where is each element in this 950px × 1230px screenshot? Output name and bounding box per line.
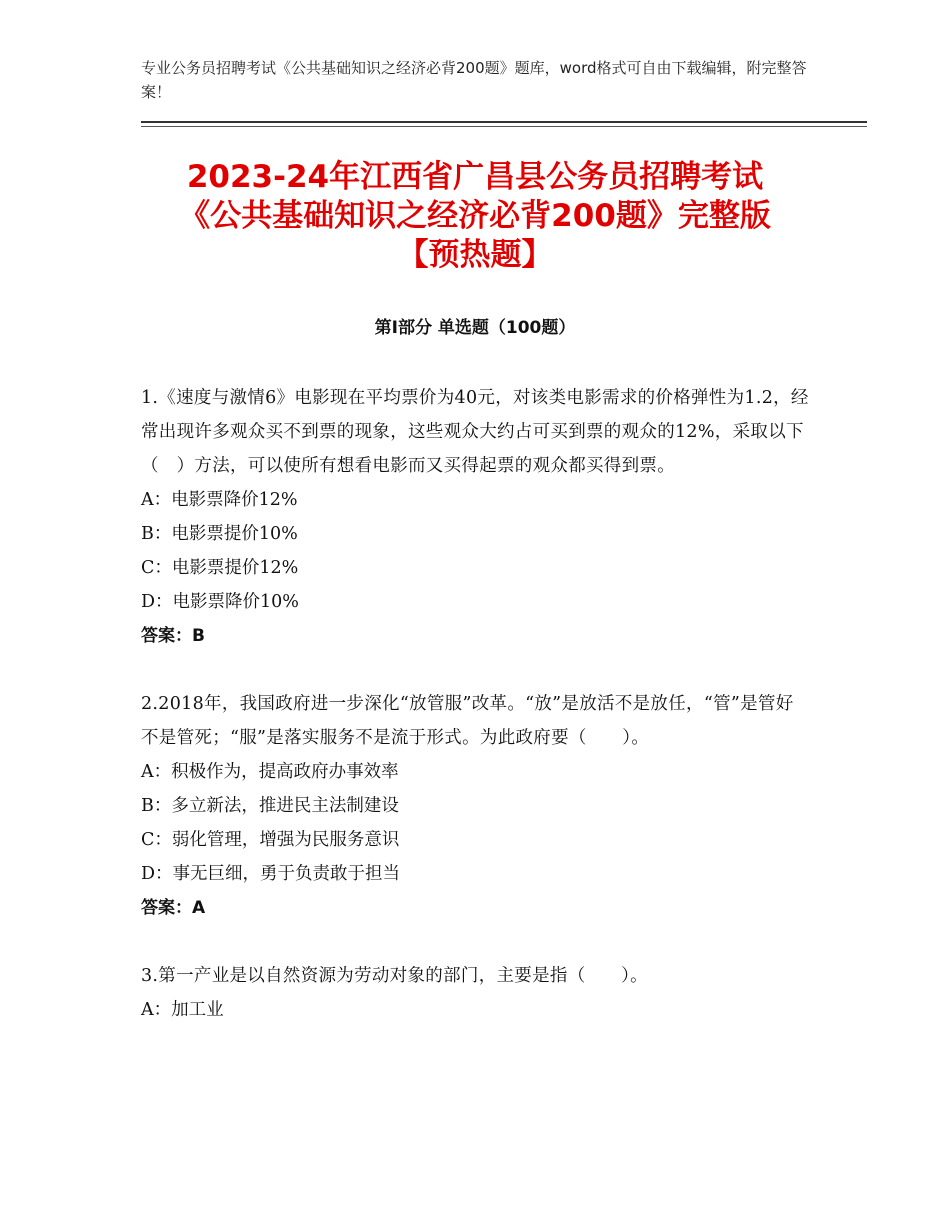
answer-label: 答案：B: [141, 626, 205, 646]
option-b: B：多立新法，推进民主法制建设: [141, 796, 399, 816]
question-2: [141, 687, 811, 925]
option-a: A：积极作为，提高政府办事效率: [141, 762, 399, 782]
question-1: [141, 381, 811, 653]
header-note: 专业公务员招聘考试《公共基础知识之经济必背200题》题库，word格式可自由下载编辑，附完整答案！: [141, 59, 807, 101]
question-list: [141, 381, 811, 1027]
option-c: C：弱化管理，增强为民服务意识: [141, 830, 400, 850]
title-line-1: 2023-24年江西省广昌县公务员招聘考试: [186, 159, 764, 195]
option-c: C：电影票提价12%: [141, 558, 299, 578]
option-a: A：电影票降价12%: [141, 490, 298, 510]
question-stem: 3.第一产业是以自然资源为劳动对象的部门，主要是指（ ）。: [141, 966, 648, 986]
document-title: [100, 158, 850, 275]
question-stem: 2.2018年，我国政府进一步深化“放管服”改革。“放”是放活不是放任，“管”是管好不是管死；“服”是落实服务不是流于形式。为此政府要（ ）。: [141, 694, 794, 748]
header-divider-thick: [141, 121, 867, 123]
title-line-2: 《公共基础知识之经济必背200题》完整版: [179, 198, 771, 234]
question-3: [141, 959, 811, 1027]
option-d: D：电影票降价10%: [141, 592, 299, 612]
title-line-3: 【预热题】: [397, 237, 553, 273]
option-b: B：电影票提价10%: [141, 524, 298, 544]
section-heading: 第Ⅰ部分 单选题（100题）: [374, 318, 576, 338]
question-stem: 1.《速度与激情6》电影现在平均票价为40元，对该类电影需求的价格弹性为1.2，经常出现许多观众买不到票的现象，这些观众大约占可买到票的观众的12%，采取以下（ ）方法，可以使所有想看电影而又买得起票的观众都买得到票。: [141, 388, 809, 476]
option-a: A：加工业: [141, 1000, 224, 1020]
option-d: D：事无巨细，勇于负责敢于担当: [141, 864, 401, 884]
header-divider-thin: [141, 126, 867, 127]
answer-label: 答案：A: [141, 898, 206, 918]
